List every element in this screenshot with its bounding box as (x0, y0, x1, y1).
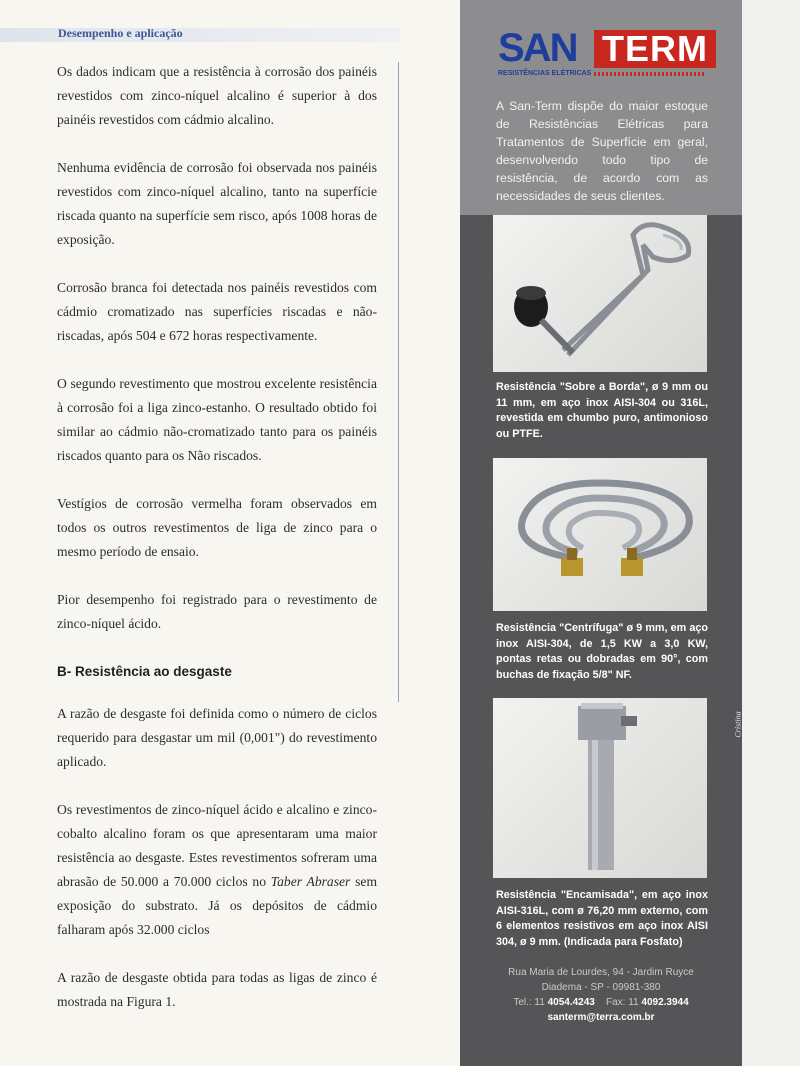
article-body (57, 60, 377, 1038)
subsection-heading: B- Resistência ao desgaste (57, 664, 232, 679)
ad-intro: A San-Term dispõe do maior estoque de Resistências Elétricas para Tratamentos de Superfície em geral, desenvolvendo todo tipo de resistência, de acordo com as necessidades de seus clientes. (496, 99, 708, 203)
product-photo-centrifuga (493, 458, 707, 611)
email-line (460, 1010, 742, 1025)
ad-products (460, 215, 742, 1066)
ad-contact (460, 965, 742, 1025)
phone-line (460, 995, 742, 1010)
caption-encamisada: Resistência "Encamisada", em aço inox AISI-316L, com ø 76,20 mm externo, com 6 elementos resistivos em aço inox AISI 304, ø 9 mm. (Indicada para Fosfato) (496, 889, 708, 948)
heater-over-edge-image (493, 215, 707, 372)
logo-term-text: TERM (594, 30, 716, 68)
paragraph-1: Os dados indicam que a resistência à corrosão dos painéis revestidos com zinco-níquel alcalino é superior à dos painéis revestidos com cádmio alcalino. (57, 64, 377, 127)
santerm-advertisement (460, 0, 742, 1066)
column-rule (398, 62, 399, 702)
paragraph-8 (57, 798, 377, 942)
caption-centrifuga: Resistência "Centrífuga" ø 9 mm, em aço inox AISI-304, de 1,5 KW a 3,0 KW, pontas retas ou dobradas em 90°, com buchas de fixação 5/8" NF. (496, 622, 708, 681)
caption-sobre-borda: Resistência "Sobre a Borda", ø 9 mm ou 11 mm, em aço inox AISI-304 ou 316L, revestida em chumbo puro, antimonioso ou PTFE. (496, 381, 708, 440)
paragraph-5: Vestígios de corrosão vermelha foram observados em todos os outros revestimentos de liga de zinco para o mesmo período de ensaio. (57, 496, 377, 559)
logo-stripe (594, 72, 704, 76)
paragraph-4: O segundo revestimento que mostrou excelente resistência à corrosão foi a liga zinco-estanho. O resultado obtido foi similar ao cádmio não-cromatizado tanto para os painéis riscados quanto para os Não riscados. (57, 376, 377, 463)
paragraph-3: Corrosão branca foi detectada nos painéis revestidos com cádmio cromatizado nas superfícies riscadas e não-riscadas, após 504 e 672 horas respectivamente. (57, 280, 377, 343)
ad-header (460, 0, 742, 215)
paragraph-7: A razão de desgaste foi definida como o número de ciclos requerido para desgastar um mil (0,001") do revestimento aplicado. (57, 706, 377, 769)
taber-abraser-term: Taber Abraser (270, 874, 351, 889)
section-title: Desempenho e aplicação (58, 26, 183, 40)
tel-label: Tel.: 11 (513, 997, 545, 1008)
fax-number: 4092.3944 (641, 997, 689, 1008)
email-address: santerm@terra.com.br (547, 1012, 655, 1023)
tel-number: 4054.4243 (547, 997, 595, 1008)
city-line: Diadema - SP - 09981-380 (541, 982, 661, 993)
product-photo-sobre-borda (493, 215, 707, 372)
page-right-margin (742, 0, 800, 1066)
heater-sleeved-image (493, 698, 707, 878)
fax-label: Fax: 11 (606, 997, 639, 1008)
heater-centrifugal-image (493, 458, 707, 611)
paragraph-8-part-b: sem exposição do substrato. Já os depósitos de cádmio falharam após 32.000 ciclos (57, 874, 378, 937)
paragraph-6: Pior desempenho foi registrado para o revestimento de zinco-níquel ácido. (57, 592, 377, 631)
logo-subtitle: RESISTÊNCIAS ELÉTRICAS (498, 70, 592, 77)
paragraph-9: A razão de desgaste obtida para todas as ligas de zinco é mostrada na Figura 1. (57, 970, 377, 1009)
product-photo-encamisada (493, 698, 707, 878)
santerm-logo (498, 28, 706, 82)
photo-credit: Cristina (733, 711, 743, 738)
paragraph-8-part-a: Os revestimentos de zinco-níquel ácido e alcalino e zinco-cobalto alcalino foram os que apresentaram uma maior resistência ao desgaste. Estes revestimentos sofreram uma abrasão de 50.000 a 70.000 ciclos no (57, 802, 377, 889)
address-line: Rua Maria de Lourdes, 94 - Jardim Ruyce (508, 967, 694, 978)
logo-san-text: SAN (498, 26, 577, 70)
paragraph-2: Nenhuma evidência de corrosão foi observada nos painéis revestidos com zinco-níquel alcalino, tanto na superfície riscada quanto na superfície sem risco, após 1008 horas de exposição. (57, 160, 377, 247)
